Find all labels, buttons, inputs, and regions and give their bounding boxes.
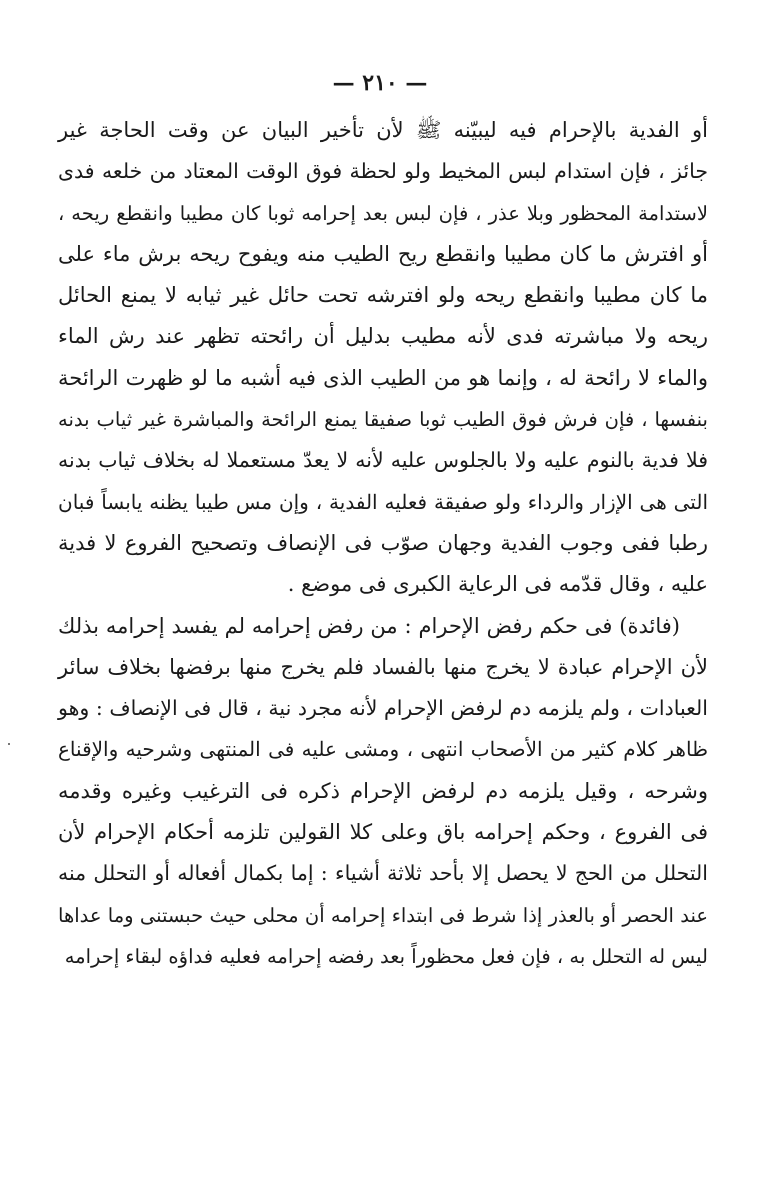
text-line: لاستدامة المحظور وبلا عذر ، فإن لبس بعد إحرامه ثوبا كان مطيبا وانقطع ريحه ، [58,201,708,225]
text-line: أو الفدية بالإحرام فيه ليبيّنه ﷺ لأن تأخير البيان عن وقت الحاجة غير [58,118,708,142]
page-text [58,110,708,977]
text-line: عند الحصر أو بالعذر إذا شرط فى ابتداء إحرامه أن محلى حيث حبستنى وما عداها [58,903,708,927]
text-line: ليس له التحلل به ، فإن فعل محظوراً بعد رفضه إحرامه فعليه فداؤه لبقاء إحرامه [64,944,708,968]
text-line: لأن الإحرام عبادة لا يخرج منها بالفساد فلم يخرج منها برفضها بخلاف سائر [58,654,708,679]
scan-speck [8,743,10,745]
text-line: التى هى الإزار والرداء ولو صفيقة فعليه الفدية ، وإن مس طيبا يظنه يابساً فبان [58,489,708,514]
text-line: عليه ، وقال قدّمه فى الرعاية الكبرى فى موضع . [287,572,708,597]
text-line: ما كان مطيبا وانقطع ريحه ولو افترشه تحت حائل غير ثيابه لا يمنع الحائل [58,283,708,308]
page-number: — ٢١٠ — [332,70,428,96]
text-line: وشرحه ، وقيل يلزمه دم لرفض الإحرام ذكره فى الترغيب وغيره وقدمه [58,778,708,803]
text-line: فى الفروع ، وحكم إحرامه باق وعلى كلا القولين تلزمه أحكام الإحرام لأن [58,820,708,845]
text-line: العبادات ، ولم يلزمه دم لرفض الإحرام لأنه مجرد نية ، قال فى الإنصاف : وهو [58,696,708,721]
text-line: رطبا ففى وجوب الفدية وجهان صوّب فى الإنصاف وتصحيح الفروع لا فدية [58,530,708,555]
text-line: جائز ، فإن استدام لبس المخيط ولو لحظة فوق الوقت المعتاد من خلعه فدى [58,159,708,184]
text-line: (فائدة) فى حكم رفض الإحرام : من رفض إحرامه لم يفسد إحرامه بذلك [58,613,680,638]
text-line: بنفسها ، فإن فرش فوق الطيب ثوبا صفيقا يمنع الرائحة والمباشرة غير ثياب بدنه [58,408,708,432]
text-line: التحلل من الحج لا يحصل إلا بأحد ثلاثة أشياء : إما بكمال أفعاله أو التحلل منه [58,861,708,886]
text-line: أو افترش ما كان مطيبا وانقطع ريح الطيب منه ويفوح ريحه برش ماء على [58,241,708,266]
text-line: ريحه ولا مباشرته فدى لأنه مطيب بدليل أن رائحته تظهر عند رش الماء [58,324,708,349]
paragraph-rejecting-ihram [58,606,708,978]
text-line: والماء لا رائحة له ، وإنما هو من الطيب الذى فيه أشبه ما لو ظهرت الرائحة [58,365,708,390]
text-line: ظاهر كلام كثير من الأصحاب انتهى ، ومشى عليه فى المنتهى وشرحيه والإقناع [58,737,708,762]
paragraph-ihram-perfume [58,110,708,606]
text-line: فلا فدية بالنوم عليه ولا بالجلوس عليه لأنه لا يعدّ مستعملا له بخلاف ثياب بدنه [58,448,708,473]
